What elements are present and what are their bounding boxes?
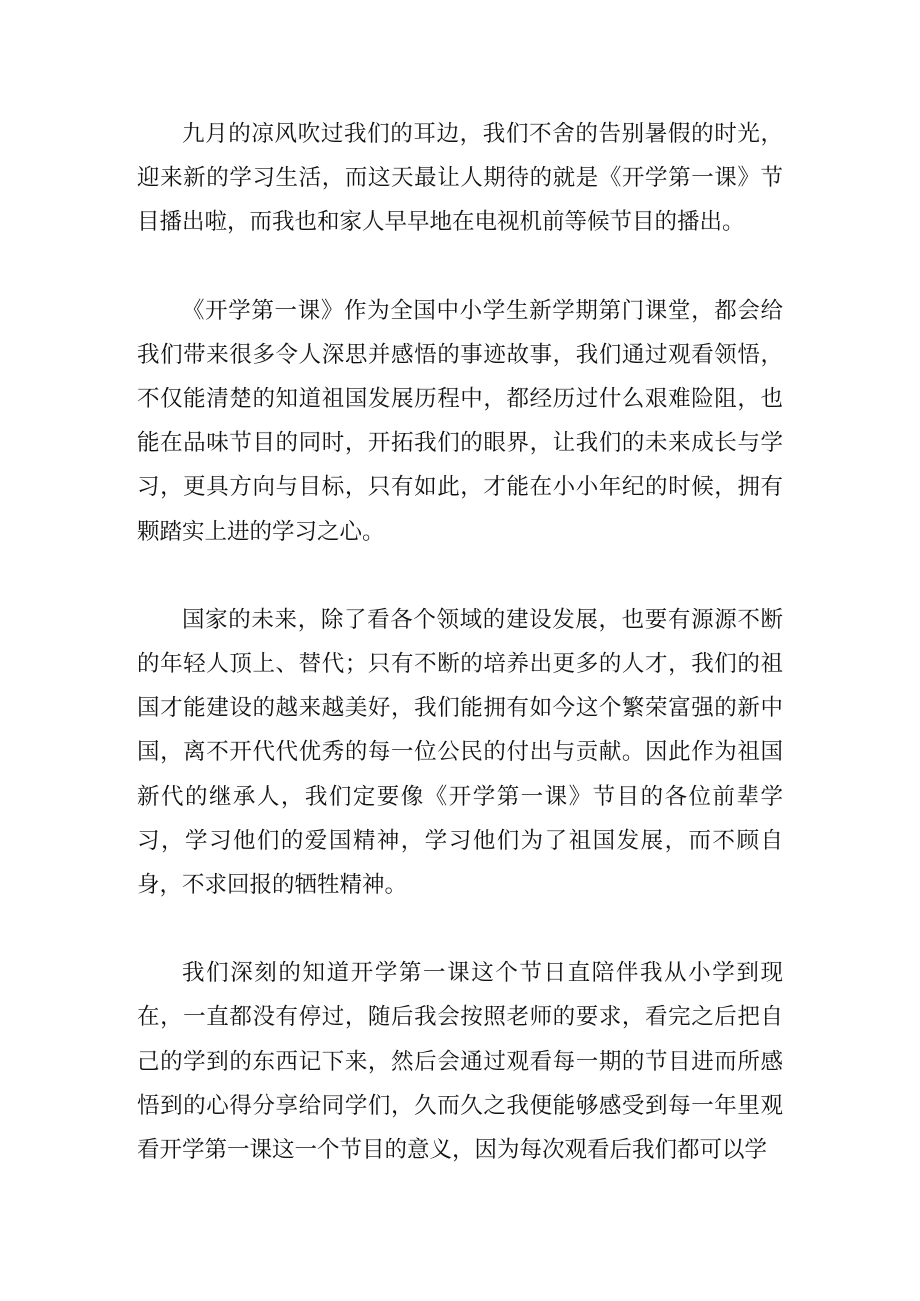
paragraph-spacer bbox=[137, 554, 783, 598]
paragraph-2: 《开学第一课》作为全国中小学生新学期第门课堂，都会给我们带来很多令人深思并感悟的事迹故事，我们通过观看领悟，不仅能清楚的知道祖国发展历程中，都经历过什么艰难险阻，也能在品味节目的同时，开拓我们的眼界，让我们的未来成长与学习，更具方向与目标，只有如此，才能在小小年纪的时候，拥有颗踏实上进的学习之心。 bbox=[137, 297, 783, 545]
paragraph-4: 我们深刻的知道开学第一课这个节日直陪伴我从小学到现在，一直都没有停过，随后我会按照老师的要求，看完之后把自己的学到的东西记下来，然后会通过观看每一期的节目进而所感悟到的心得分享给同学们，久而久之我便能够感受到每一年里观看开学第一课这一个节目的意义，因为每次观看后我们都可以学 bbox=[137, 960, 783, 1164]
document-body bbox=[137, 112, 783, 1172]
paragraph-3: 国家的未来，除了看各个领域的建设发展，也要有源源不断的年轻人顶上、替代；只有不断的培养出更多的人才，我们的祖国才能建设的越来越美好，我们能拥有如今这个繁荣富强的新中国，离不开代代优秀的每一位公民的付出与贡献。因此作为祖国新代的继承人，我们定要像《开学第一课》节目的各位前辈学习，学习他们的爱国精神，学习他们为了祖国发展，而不顾自身，不求回报的牺牲精神。 bbox=[137, 606, 783, 899]
paragraph-spacer bbox=[137, 245, 783, 289]
paragraph-1: 九月的凉风吹过我们的耳边，我们不舍的告别暑假的时光，迎来新的学习生活，而这天最让人期待的就是《开学第一课》节目播出啦，而我也和家人早早地在电视机前等候节目的播出。 bbox=[137, 121, 783, 236]
paragraph-spacer bbox=[137, 907, 783, 951]
